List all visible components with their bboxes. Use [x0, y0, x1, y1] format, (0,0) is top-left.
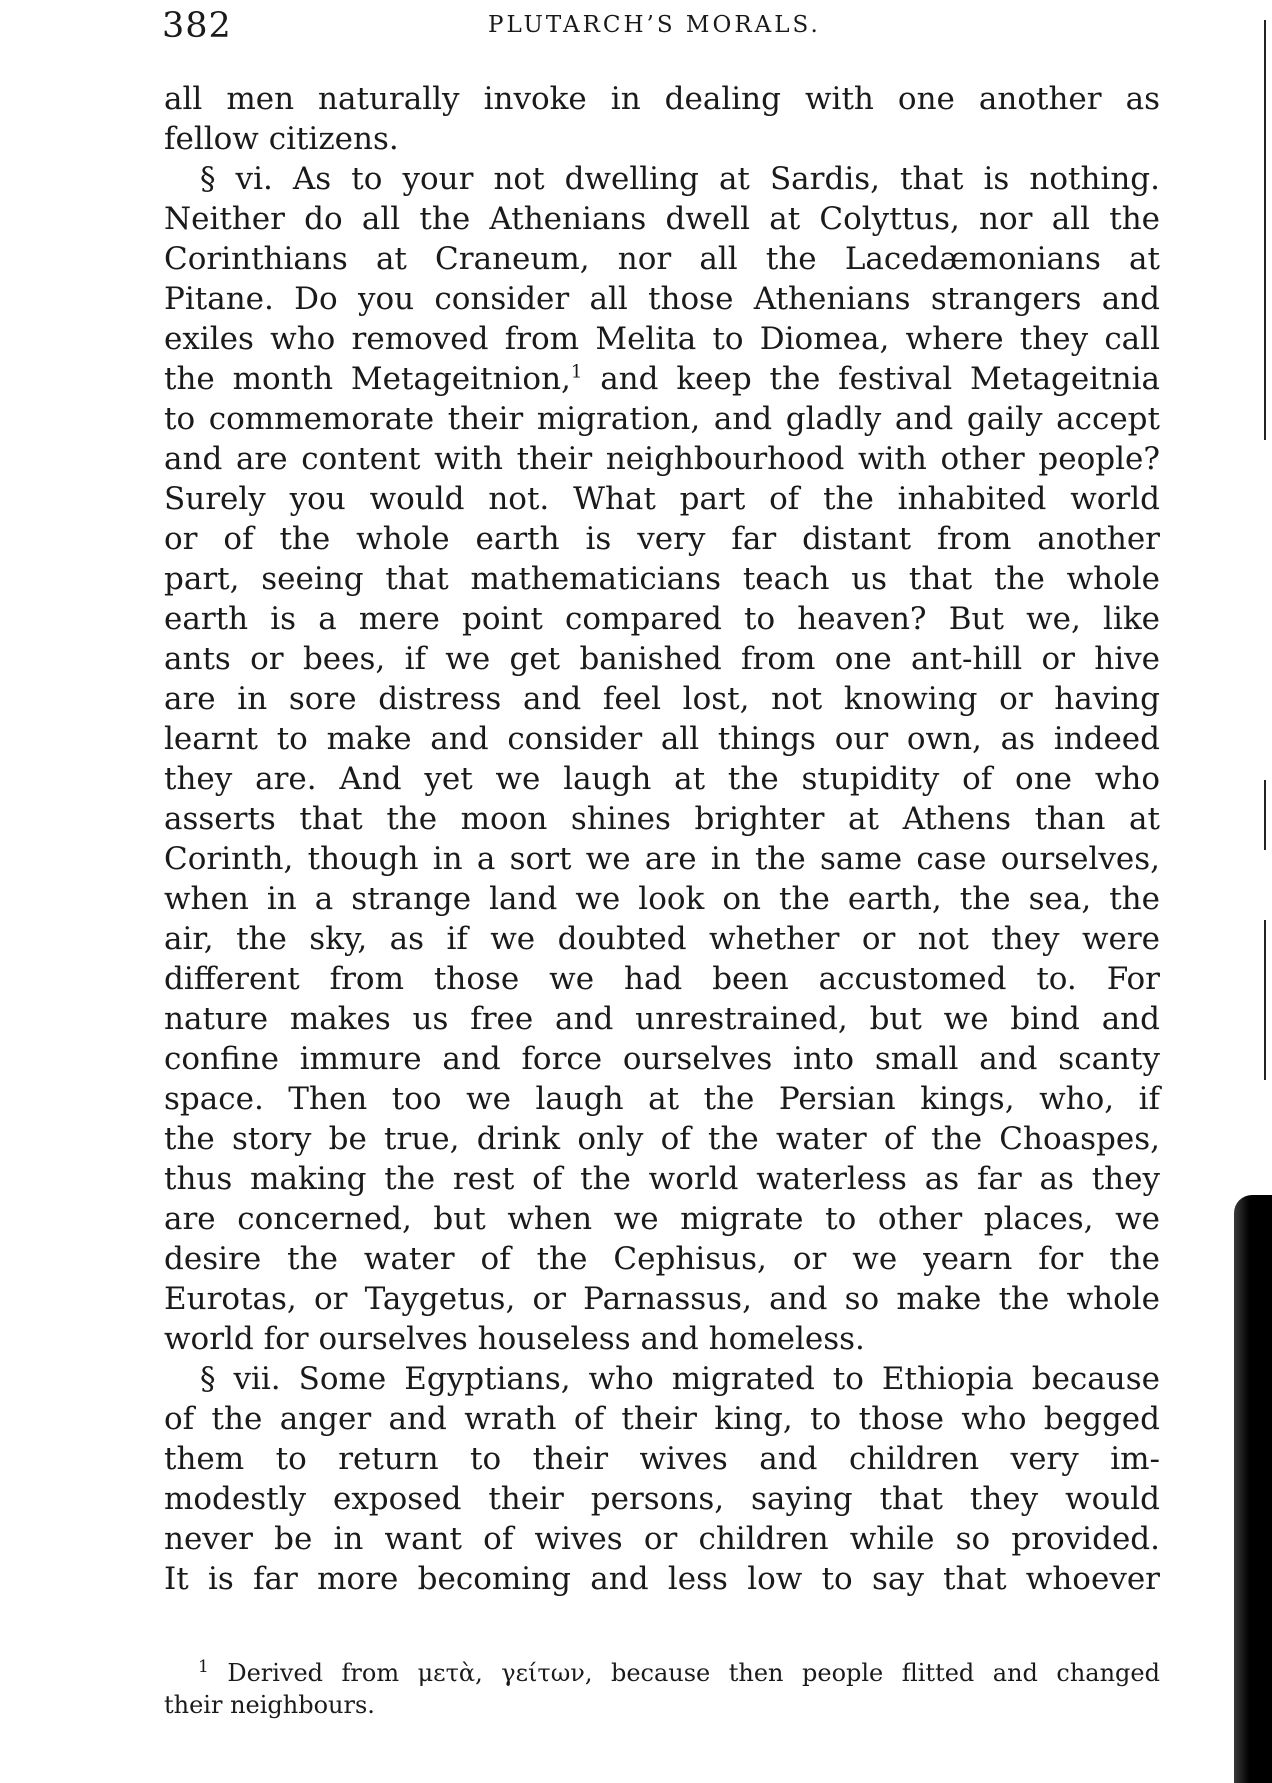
text-line: all men naturally invoke in dealing with one another as	[164, 81, 1160, 117]
page-number: 382	[162, 6, 232, 46]
text-line: exiles who removed from Melita to Diomea, where they call	[164, 321, 1160, 357]
text-line: them to return to their wives and children very im-	[164, 1441, 1160, 1477]
running-head: PLUTARCH’S MORALS.	[488, 12, 821, 38]
body-text	[164, 79, 1160, 1599]
footnote-text: Derived from μετὰ, γείτων, because then people flitted and changed	[227, 1659, 1160, 1687]
text-line: are in sore distress and feel lost, not knowing or having	[164, 681, 1160, 717]
text-line: fellow citizens.	[164, 121, 399, 157]
text-line: Pitane. Do you consider all those Athenians strangers and	[164, 281, 1160, 317]
text-line: never be in want of wives or children while so provided.	[164, 1521, 1160, 1557]
text-line: learnt to make and consider all things our own, as indeed	[164, 721, 1160, 757]
footnote-line: their neighbours.	[164, 1691, 375, 1719]
text-line: It is far more becoming and less low to say that whoever	[164, 1561, 1160, 1597]
page-edge-line	[1264, 20, 1266, 440]
text-line-with-footnote-ref	[164, 359, 1160, 399]
text-line: of the anger and wrath of their king, to those who begged	[164, 1401, 1160, 1437]
text-line: are concerned, but when we migrate to other places, we	[164, 1201, 1160, 1237]
section-vi-start: § vi. As to your not dwelling at Sardis, that is nothing.	[200, 161, 1160, 197]
text-line: when in a strange land we look on the earth, the sea, the	[164, 881, 1160, 917]
footnote-line	[164, 1657, 1160, 1689]
text-line: asserts that the moon shines brighter at Athens than at	[164, 801, 1160, 837]
text-line: they are. And yet we laugh at the stupidity of one who	[164, 761, 1160, 797]
text-line: confine immure and force ourselves into small and scanty	[164, 1041, 1160, 1077]
text-line: thus making the rest of the world waterless as far as they	[164, 1161, 1160, 1197]
text-fragment: the month Metageitnion,	[164, 361, 571, 397]
section-vii-start: § vii. Some Egyptians, who migrated to Ethiopia because	[200, 1361, 1160, 1397]
text-line: modestly exposed their persons, saying that they would	[164, 1481, 1160, 1517]
text-line: Surely you would not. What part of the inhabited world	[164, 481, 1160, 517]
text-line: Corinth, though in a sort we are in the same case ourselves,	[164, 841, 1160, 877]
text-line: air, the sky, as if we doubted whether or not they were	[164, 921, 1160, 957]
text-line: world for ourselves houseless and homeless.	[164, 1321, 865, 1357]
text-line: ants or bees, if we get banished from one ant-hill or hive	[164, 641, 1160, 677]
text-line: nature makes us free and unrestrained, but we bind and	[164, 1001, 1160, 1037]
text-line: Neither do all the Athenians dwell at Colyttus, nor all the	[164, 201, 1160, 237]
text-line: and are content with their neighbourhood with other people?	[164, 441, 1160, 477]
text-line: or of the whole earth is very far distant from another	[164, 521, 1160, 557]
page-edge-line	[1264, 780, 1266, 850]
footnote-marker: 1	[198, 1657, 209, 1677]
text-line: different from those we had been accustomed to. For	[164, 961, 1160, 997]
footnote	[164, 1657, 1160, 1721]
page-edge-shadow	[1234, 1195, 1272, 1783]
text-line: part, seeing that mathematicians teach us that the whole	[164, 561, 1160, 597]
text-fragment: and keep the festival Metageitnia	[600, 361, 1160, 397]
text-line: to commemorate their migration, and gladly and gaily accept	[164, 401, 1160, 437]
text-line: Eurotas, or Taygetus, or Parnassus, and so make the whole	[164, 1281, 1160, 1317]
page-header	[162, 0, 1152, 48]
page-edge-line	[1264, 920, 1266, 1080]
text-line: earth is a mere point compared to heaven? But we, like	[164, 601, 1160, 637]
footnote-reference: 1	[570, 361, 583, 383]
text-line: Corinthians at Craneum, nor all the Lacedæmonians at	[164, 241, 1160, 277]
text-line: desire the water of the Cephisus, or we yearn for the	[164, 1241, 1160, 1277]
text-line: space. Then too we laugh at the Persian kings, who, if	[164, 1081, 1160, 1117]
text-line: the story be true, drink only of the water of the Choaspes,	[164, 1121, 1160, 1157]
